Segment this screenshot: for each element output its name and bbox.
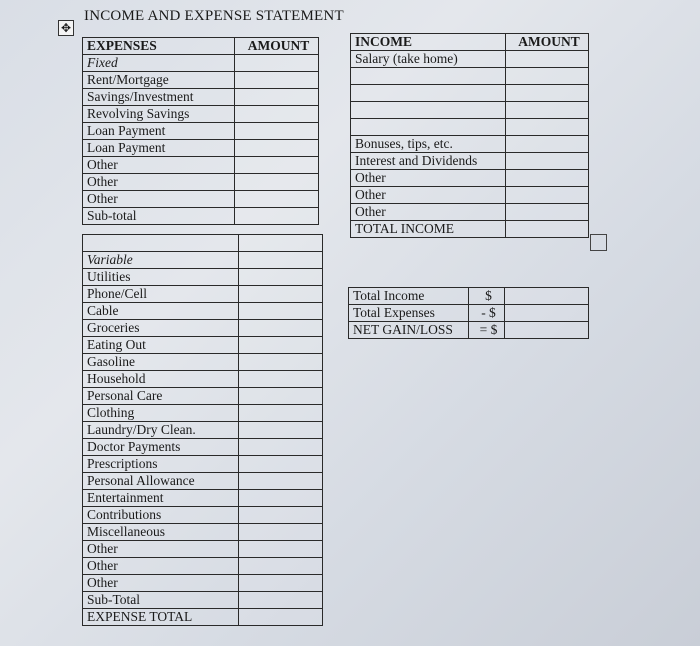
amount-cell[interactable] <box>239 320 323 337</box>
line-item-label: Other <box>83 191 235 208</box>
amount-cell[interactable] <box>506 187 589 204</box>
summary-label: NET GAIN/LOSS <box>349 322 469 339</box>
amount-cell[interactable] <box>239 269 323 286</box>
income-row <box>351 68 589 85</box>
line-item-label: Personal Care <box>83 388 239 405</box>
amount-cell[interactable] <box>235 140 319 157</box>
summary-label: Total Income <box>349 288 469 305</box>
summary-amount-cell[interactable] <box>505 288 589 305</box>
line-item-label: Other <box>83 541 239 558</box>
amount-cell[interactable] <box>239 439 323 456</box>
amount-cell[interactable] <box>239 507 323 524</box>
expenses-header: EXPENSES <box>83 38 235 55</box>
variable-section-label: Variable <box>83 252 239 269</box>
summary-row <box>349 288 589 305</box>
line-item-label <box>351 102 506 119</box>
line-item-label: Loan Payment <box>83 140 235 157</box>
line-item-label: Savings/Investment <box>83 89 235 106</box>
variable-expense-row <box>83 269 323 286</box>
variable-expense-row <box>83 507 323 524</box>
fixed-subtotal-label: Sub-total <box>83 208 235 225</box>
line-item-label: Miscellaneous <box>83 524 239 541</box>
line-item-label: Prescriptions <box>83 456 239 473</box>
fixed-expense-row <box>83 72 319 89</box>
variable-expense-row <box>83 337 323 354</box>
amount-cell[interactable] <box>239 235 323 252</box>
amount-cell[interactable] <box>235 72 319 89</box>
income-row <box>351 51 589 68</box>
line-item-label: Utilities <box>83 269 239 286</box>
income-header: INCOME <box>351 34 506 51</box>
amount-cell[interactable] <box>235 191 319 208</box>
expenses-amount-header: AMOUNT <box>235 38 319 55</box>
line-item-label <box>351 68 506 85</box>
line-item-label: Loan Payment <box>83 123 235 140</box>
amount-cell[interactable] <box>235 55 319 72</box>
income-amount-header: AMOUNT <box>506 34 589 51</box>
summary-row <box>349 322 589 339</box>
amount-cell[interactable] <box>235 106 319 123</box>
variable-expense-row <box>83 456 323 473</box>
amount-cell[interactable] <box>506 204 589 221</box>
amount-cell[interactable] <box>239 558 323 575</box>
line-item-label <box>351 85 506 102</box>
amount-cell[interactable] <box>235 89 319 106</box>
summary-row <box>349 305 589 322</box>
amount-cell[interactable] <box>506 170 589 187</box>
fixed-expense-row <box>83 157 319 174</box>
fixed-expense-row <box>83 89 319 106</box>
amount-cell[interactable] <box>506 221 589 238</box>
expense-total-amount-cell[interactable] <box>239 609 323 626</box>
income-row <box>351 153 589 170</box>
variable-expense-row <box>83 558 323 575</box>
income-row <box>351 102 589 119</box>
variable-expenses-table <box>82 234 323 626</box>
income-table <box>350 33 589 238</box>
amount-cell[interactable] <box>239 490 323 507</box>
line-item-label: Other <box>351 170 506 187</box>
amount-cell[interactable] <box>239 388 323 405</box>
amount-cell[interactable] <box>239 303 323 320</box>
amount-cell[interactable] <box>506 119 589 136</box>
summary-amount-cell[interactable] <box>505 322 589 339</box>
blank-row-cell <box>83 235 239 252</box>
document-title: INCOME AND EXPENSE STATEMENT <box>84 8 344 24</box>
income-row <box>351 204 589 221</box>
amount-cell[interactable] <box>506 102 589 119</box>
fixed-expense-row <box>83 140 319 157</box>
line-item-label: Revolving Savings <box>83 106 235 123</box>
line-item-label: Laundry/Dry Clean. <box>83 422 239 439</box>
amount-cell[interactable] <box>239 371 323 388</box>
fixed-section-label: Fixed <box>83 55 235 72</box>
variable-expense-row <box>83 473 323 490</box>
variable-expense-row <box>83 388 323 405</box>
line-item-label: Groceries <box>83 320 239 337</box>
table-move-handle-icon[interactable]: ✥ <box>58 20 74 36</box>
line-item-label: Other <box>83 157 235 174</box>
summary-currency-sign: = $ <box>469 322 505 339</box>
line-item-label: Personal Allowance <box>83 473 239 490</box>
amount-cell[interactable] <box>239 541 323 558</box>
variable-expense-row <box>83 524 323 541</box>
variable-expense-row <box>83 286 323 303</box>
variable-expense-row <box>83 422 323 439</box>
line-item-label: Other <box>351 187 506 204</box>
amount-cell[interactable] <box>239 354 323 371</box>
income-row <box>351 119 589 136</box>
line-item-label: Clothing <box>83 405 239 422</box>
variable-subtotal-amount-cell[interactable] <box>239 592 323 609</box>
variable-expense-row <box>83 541 323 558</box>
line-item-label: Bonuses, tips, etc. <box>351 136 506 153</box>
amount-cell[interactable] <box>239 524 323 541</box>
line-item-label: Other <box>83 575 239 592</box>
income-row <box>351 170 589 187</box>
amount-cell[interactable] <box>235 174 319 191</box>
amount-cell[interactable] <box>235 123 319 140</box>
fixed-expense-row <box>83 191 319 208</box>
income-row <box>351 136 589 153</box>
amount-cell[interactable] <box>239 456 323 473</box>
line-item-label: Other <box>83 558 239 575</box>
line-item-label: Phone/Cell <box>83 286 239 303</box>
amount-cell[interactable] <box>239 337 323 354</box>
checkbox[interactable] <box>590 234 607 251</box>
variable-expense-row <box>83 371 323 388</box>
expense-total-label: EXPENSE TOTAL <box>83 609 239 626</box>
income-row <box>351 85 589 102</box>
line-item-label: Eating Out <box>83 337 239 354</box>
amount-cell[interactable] <box>239 286 323 303</box>
variable-subtotal-label: Sub-Total <box>83 592 239 609</box>
amount-cell[interactable] <box>239 252 323 269</box>
summary-table <box>348 287 589 339</box>
line-item-label: TOTAL INCOME <box>351 221 506 238</box>
amount-cell[interactable] <box>239 422 323 439</box>
amount-cell[interactable] <box>239 405 323 422</box>
line-item-label: Rent/Mortgage <box>83 72 235 89</box>
line-item-label: Salary (take home) <box>351 51 506 68</box>
amount-cell[interactable] <box>235 157 319 174</box>
line-item-label <box>351 119 506 136</box>
variable-expense-row <box>83 320 323 337</box>
fixed-expenses-table <box>82 37 319 225</box>
line-item-label: Other <box>351 204 506 221</box>
amount-cell[interactable] <box>506 51 589 68</box>
summary-currency-sign: - $ <box>469 305 505 322</box>
fixed-expense-row <box>83 123 319 140</box>
line-item-label: Household <box>83 371 239 388</box>
amount-cell[interactable] <box>506 136 589 153</box>
amount-cell[interactable] <box>506 85 589 102</box>
line-item-label: Contributions <box>83 507 239 524</box>
line-item-label: Other <box>83 174 235 191</box>
amount-cell[interactable] <box>506 153 589 170</box>
variable-expense-row <box>83 490 323 507</box>
fixed-expense-row <box>83 174 319 191</box>
variable-expense-row <box>83 303 323 320</box>
summary-amount-cell[interactable] <box>505 305 589 322</box>
line-item-label: Gasoline <box>83 354 239 371</box>
amount-cell[interactable] <box>239 473 323 490</box>
line-item-label: Interest and Dividends <box>351 153 506 170</box>
summary-label: Total Expenses <box>349 305 469 322</box>
line-item-label: Cable <box>83 303 239 320</box>
summary-currency-sign: $ <box>469 288 505 305</box>
line-item-label: Doctor Payments <box>83 439 239 456</box>
amount-cell[interactable] <box>506 68 589 85</box>
variable-expense-row <box>83 439 323 456</box>
amount-cell[interactable] <box>239 575 323 592</box>
variable-expense-row <box>83 575 323 592</box>
line-item-label: Entertainment <box>83 490 239 507</box>
variable-expense-row <box>83 405 323 422</box>
fixed-expense-row <box>83 106 319 123</box>
income-row <box>351 187 589 204</box>
income-row <box>351 221 589 238</box>
fixed-subtotal-amount-cell[interactable] <box>235 208 319 225</box>
variable-expense-row <box>83 354 323 371</box>
